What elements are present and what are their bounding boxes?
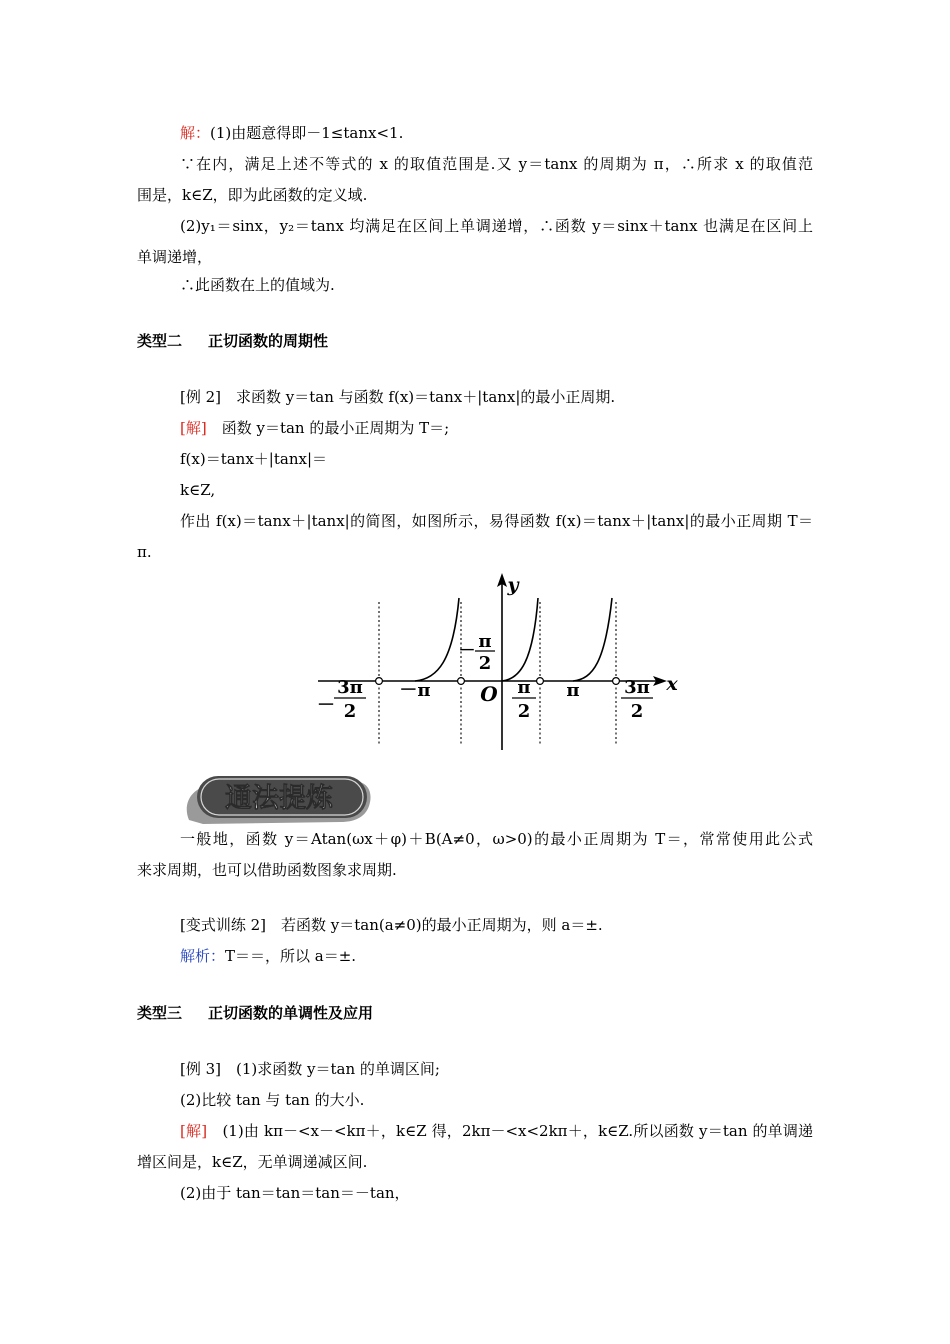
answer-label: 解析： [180,947,226,965]
solution-line-2: ∵在内，满足上述不等式的 x 的取值范围是.又 y＝tanx 的周期为 π，∴所求 x 的取值范 [180,155,813,173]
variant-2-answer: 解析：T＝＝，所以 a＝±. [180,947,357,965]
type3-heading: 类型三 正切函数的单调性及应用 [137,1004,374,1022]
example-2-solution-1: [解] 函数 y＝tan 的最小正周期为 T＝; [180,419,450,437]
method-summary-banner [183,770,373,826]
solution-label: 解： [180,124,211,142]
tick-neg-three-pi-over-2-num: 3π [337,677,363,698]
curve-branch-3 [573,598,612,681]
summary-line-2: 来求周期，也可以借助函数图象求周期. [137,861,397,879]
tick-neg-three-pi-over-2-sign: － [317,695,335,716]
variant-2-question: [变式训练 2] 若函数 y＝tan(a≠0)的最小正周期为，则 a＝±. [180,916,603,934]
tan-abs-graph [315,572,685,754]
tick-neg-pi-over-2-sign: － [458,641,476,661]
tick-neg-pi-over-2-num: π [478,631,492,652]
curve-branch-1 [415,598,459,681]
solution-label: [解] [180,419,207,437]
solution-line-3: 围是，k∈Z，即为此函数的定义域. [137,186,368,204]
y-axis-label: y [507,574,519,596]
open-point [613,678,620,685]
solution-line-4: (2)y₁＝sinx，y₂＝tanx 均满足在区间上单调递增，∴函数 y＝sinx＋tanx 也满足在区间上 [180,217,813,235]
tick-neg-three-pi-over-2-den: 2 [343,701,357,722]
tick-pi-over-2-den: 2 [517,701,531,722]
tick-pi: π [566,680,580,701]
example-2: [例 2] 求函数 y＝tan 与函数 f(x)＝tanx＋|tanx|的最小正周期. [180,388,616,406]
example-3-solution-1: [解] (1)由 kπ－<x－<kπ＋，k∈Z 得，2kπ－<x<2kπ＋，k∈Z.所以函数 y＝tan 的单调递 [180,1122,813,1140]
curve-branch-2 [502,598,538,681]
example-3-part-2: (2)比较 tan 与 tan 的大小. [180,1091,365,1109]
example-2-solution-3: k∈Z, [180,481,216,499]
example-3-part-1: [例 3] (1)求函数 y＝tan 的单调区间; [180,1060,440,1078]
example-2-solution-2: f(x)＝tanx＋|tanx|＝ [180,450,328,468]
tick-pi-over-2-num: π [517,677,531,698]
example-2-solution-4: 作出 f(x)＝tanx＋|tanx|的简图，如图所示，易得函数 f(x)＝tanx＋|tanx|的最小正周期 T＝ [180,512,813,530]
example-3-solution-3: (2)由于 tan＝tan＝tan＝－tan， [180,1184,410,1202]
tick-neg-pi: －π [399,680,431,701]
type2-heading: 类型二 正切函数的周期性 [137,332,329,350]
example-2-solution-5: π. [137,543,152,561]
tick-three-pi-over-2-den: 2 [630,701,644,722]
example-3-solution-2: 增区间是，k∈Z，无单调递减区间. [137,1153,368,1171]
tick-three-pi-over-2-num: 3π [624,677,650,698]
open-point [376,678,383,685]
solution-line-1: 解：(1)由题意得即－1≤tanx<1. [180,124,404,142]
x-axis-label: x [666,673,678,695]
solution-label: [解] [180,1122,208,1140]
banner-title: 通法提炼 [225,783,333,814]
solution-line-6: ∴此函数在上的值域为. [180,276,335,294]
tick-neg-pi-over-2-den: 2 [478,653,492,674]
open-point [537,678,544,685]
open-point [458,678,465,685]
solution-line-5: 单调递增， [137,248,213,266]
origin-label: O [480,682,498,706]
summary-line-1: 一般地，函数 y＝Atan(ωx＋φ)＋B(A≠0，ω>0)的最小正周期为 T＝，常常使用此公式 [180,830,813,848]
